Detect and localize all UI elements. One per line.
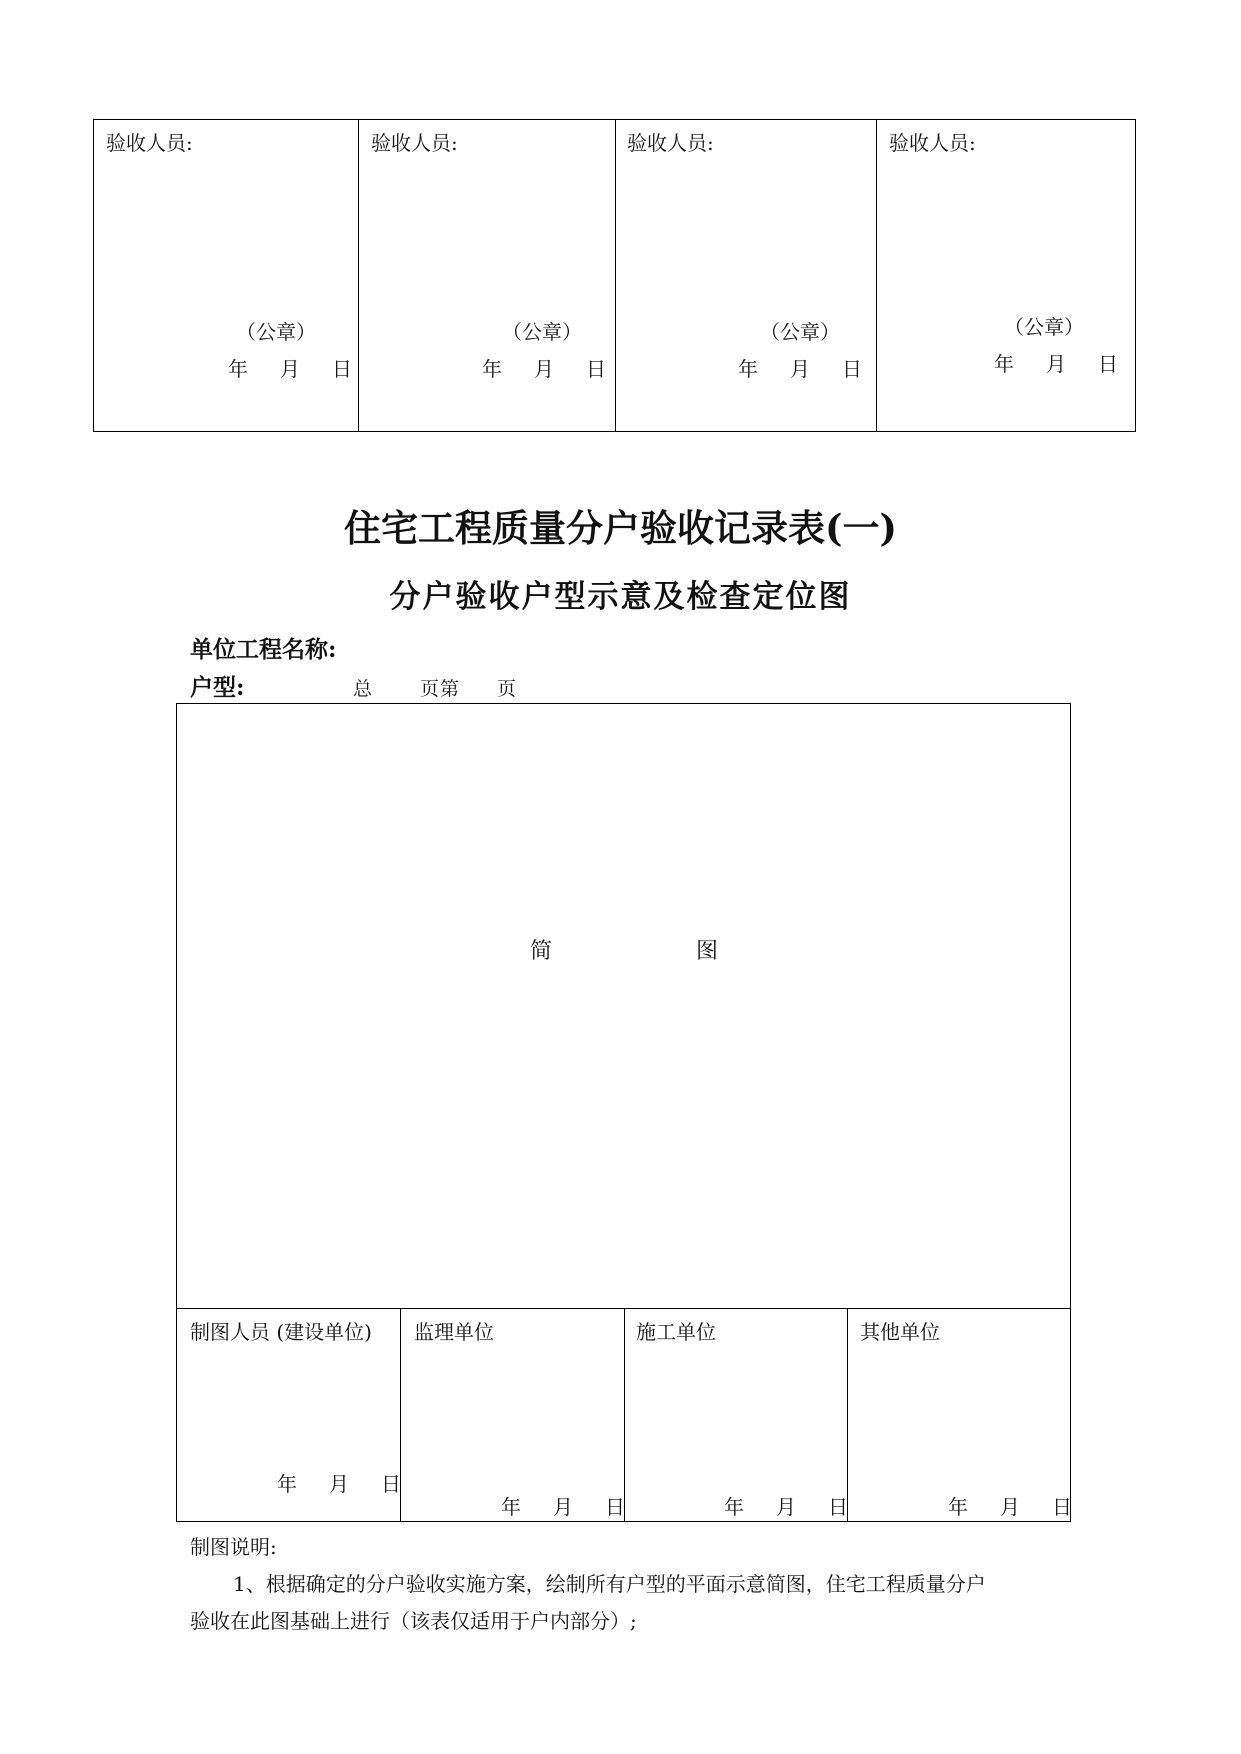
date-text: 年 月 日: [228, 357, 358, 381]
seal-text: （公章）: [1004, 315, 1084, 339]
table-divider: [615, 119, 616, 432]
sign-cell-label: 其他单位: [860, 1320, 940, 1344]
page-subtitle: 分户验收户型示意及检查定位图: [389, 579, 852, 615]
inspector-label: 验收人员:: [627, 131, 714, 155]
table-divider: [847, 1308, 848, 1522]
date-text: 年 月 日: [994, 352, 1124, 376]
seal-text: （公章）: [236, 320, 316, 344]
page-title: 住宅工程质量分户验收记录表(一): [343, 506, 897, 550]
notes-heading: 制图说明:: [190, 1535, 277, 1559]
sign-cell-label: 制图人员 (建设单位): [190, 1320, 372, 1344]
sketch-label-left: 简: [530, 939, 553, 964]
project-name-label: 单位工程名称:: [190, 636, 337, 663]
sign-cell-label: 施工单位: [636, 1320, 716, 1344]
date-text: 年 月 日: [738, 357, 868, 381]
page-total-label: 总: [353, 678, 374, 700]
sign-cell-date: 年 月 日: [948, 1495, 1078, 1519]
table-border-top: [176, 703, 1071, 704]
page-mid-label: 页第: [420, 678, 461, 700]
date-text: 年 月 日: [482, 357, 612, 381]
sign-cell-date: 年 月 日: [277, 1472, 407, 1496]
notes-item-1-line-2: 验收在此图基础上进行（该表仅适用于户内部分）;: [190, 1609, 637, 1633]
unit-type-label: 户型:: [190, 674, 245, 701]
sign-cell-label: 监理单位: [414, 1320, 494, 1344]
table-border-left: [176, 703, 177, 1522]
inspector-label: 验收人员:: [106, 131, 193, 155]
seal-text: （公章）: [760, 320, 840, 344]
notes-item-1-line-1: 1、根据确定的分户验收实施方案，绘制所有户型的平面示意简图，住宅工程质量分户: [233, 1572, 986, 1596]
table-divider: [358, 119, 359, 432]
inspector-label: 验收人员:: [371, 131, 458, 155]
table-border-right: [1135, 119, 1136, 432]
table-divider: [624, 1308, 625, 1522]
table-divider: [876, 119, 877, 432]
sign-cell-date: 年 月 日: [501, 1495, 631, 1519]
table-border-right: [1070, 703, 1071, 1522]
seal-text: （公章）: [502, 320, 582, 344]
table-border-left: [93, 119, 94, 432]
sketch-label-right: 图: [696, 939, 719, 964]
page-end-label: 页: [497, 678, 518, 700]
sign-cell-date: 年 月 日: [724, 1495, 854, 1519]
inspector-label: 验收人员:: [889, 131, 976, 155]
